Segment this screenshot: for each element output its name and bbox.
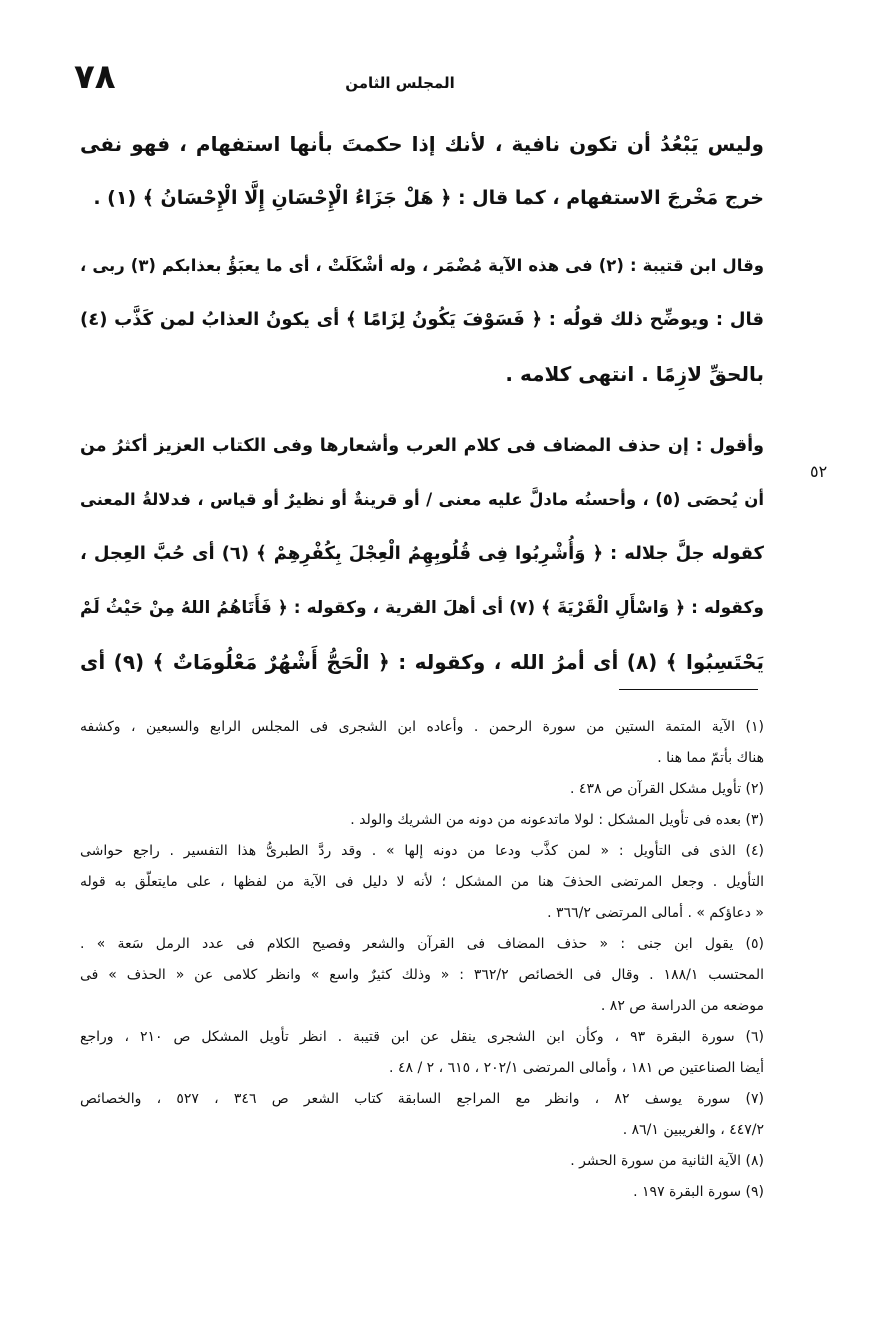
body-line: أن يُحصَى (٥) ، وأحسنُه مادلَّ عليه معنى / أو قرينةٌ أو نظيرٌ أو قياس ، فدلالةُ المعنى (80, 490, 764, 509)
footnote-line: (٢) تأويل مشكل القرآن ص ٤٣٨ . (570, 781, 764, 797)
footnote (80, 712, 764, 774)
body-line: وقال ابن قتيبة : (٢) فى هذه الآية مُضْمَر ، وله أشْكَلَتْ ، أى ما يعبَؤُ بعذابكم (٣) ربى ، (80, 256, 764, 275)
footnote-line: أيضا الصناعتين ص ١٨١ ، وأمالى المرتضى ٢٠٢/١ ، ٦١٥ ، ٢ / ٤٨ . (389, 1060, 764, 1076)
running-title: المجلس الثامن (345, 74, 455, 92)
footnote-line: (٧) سورة يوسف ٨٢ ، وانظر مع المراجع السابقة كتاب الشعر ص ٣٤٦ ، ٥٢٧ ، والخصائص (80, 1091, 764, 1107)
body-line: خرج مَخْرجَ الاستفهام ، كما قال : ﴿ هَلْ جَزَاءُ الْإِحْسَانِ إِلَّا الْإِحْسَانُ ﴾ (١) . (93, 187, 764, 209)
footnote (80, 1022, 764, 1084)
footnote-line: موضعه من الدراسة ص ٨٢ . (600, 998, 764, 1014)
footnotes (80, 712, 764, 1208)
body-line: يَحْتَسِبُوا ﴾ (٨) أى أمرُ الله ، وكقوله : ﴿ الْحَجُّ أَشْهُرٌ مَعْلُومَاتٌ ﴾ (٩) أى (80, 650, 764, 674)
footnote (80, 774, 764, 805)
footnote-line: (٥) يقول ابن جنى : « حذف المضاف فى القرآن والشعر وفصيح الكلام فى عدد الرمل سَعة » . (80, 936, 764, 952)
body-line: كقوله جلَّ جلاله : ﴿ وَأُشْرِبُوا فِى قُلُوبِهِمُ الْعِجْلَ بِكُفْرِهِمْ ﴾ (٦) أى حُبَّ العِجل ، (80, 543, 764, 564)
footnote-separator (619, 689, 758, 690)
footnote (80, 1177, 764, 1208)
footnote-line: ٤٤٧/٢ ، والغريبين ٨٦/١ . (622, 1122, 764, 1138)
footnote-line: هناك بأتمّ مما هنا . (657, 750, 764, 766)
footnote (80, 805, 764, 836)
footnote (80, 836, 764, 929)
footnote (80, 929, 764, 1022)
footnote-line: التأويل . وجعل المرتضى الحذفَ هنا من المشكل ؛ لأنه لا دليل فى الآية من لفظها ، على مايتعلّق به قوله (80, 874, 764, 890)
footnote (80, 1146, 764, 1177)
body-line: وأقول : إن حذف المضاف فى كلام العرب وأشعارها وفى الكتاب العزيز أكثرُ من (80, 436, 764, 456)
footnote-line: (٤) الذى فى التأويل : « لمن كذَّب ودعا من دونه إلها » . وقد ردَّ الطبرىُّ هذا التفسير . راجع حواشى (80, 843, 764, 859)
footnote-line: (٣) بعده فى تأويل المشكل : لولا ماتدعونه من دونه من الشريك والولد . (350, 812, 764, 828)
body-line: قال : ويوضِّح ذلك قولُه : ﴿ فَسَوْفَ يَكُونُ لِزَامًا ﴾ أى يكونُ العذابُ لمن كَذَّب (٤) (80, 309, 764, 330)
footnote-line: (١) الآية المتمة الستين من سورة الرحمن . وأعاده ابن الشجرى فى المجلس الرابع والسبعين ، وكشفه (80, 719, 764, 735)
footnote (80, 1084, 764, 1146)
footnote-line: المحتسب ١٨٨/١ . وقال فى الخصائص ٣٦٢/٢ : « وذلك كثيرٌ واسع » وانظر كلامى عن « الحذف » فى (80, 967, 764, 983)
margin-page-number: ٥٢ (810, 462, 828, 481)
footnote-line: (٨) الآية الثانية من سورة الحشر . (570, 1153, 764, 1169)
footnote-line: (٩) سورة البقرة ١٩٧ . (633, 1184, 764, 1200)
body-line: بالحقِّ لازِمًا . انتهى كلامه . (505, 362, 764, 386)
body-line: وكقوله : ﴿ وَاسْأَلِ الْقَرْيَةَ ﴾ (٧) أى أهلَ القرية ، وكقوله : ﴿ فَأَتَاهُمُ اللهُ مِنْ حَيْثُ لَمْ (80, 598, 764, 618)
main-text (80, 117, 764, 689)
page-number: ٧٨ (74, 57, 116, 97)
footnote-line: (٦) سورة البقرة ٩٣ ، وكأن ابن الشجرى ينقل عن ابن قتيبة . انظر تأويل المشكل ص ٢١٠ ، وراجع (80, 1029, 764, 1045)
body-line: وليس يَبْعُدُ أن تكون نافية ، لأنك إذا حكمتَ بأنها استفهام ، فهو نفى (80, 132, 764, 156)
footnote-line: « دعاؤكم » . أمالى المرتضى ٣٦٦/٢ . (547, 905, 764, 921)
